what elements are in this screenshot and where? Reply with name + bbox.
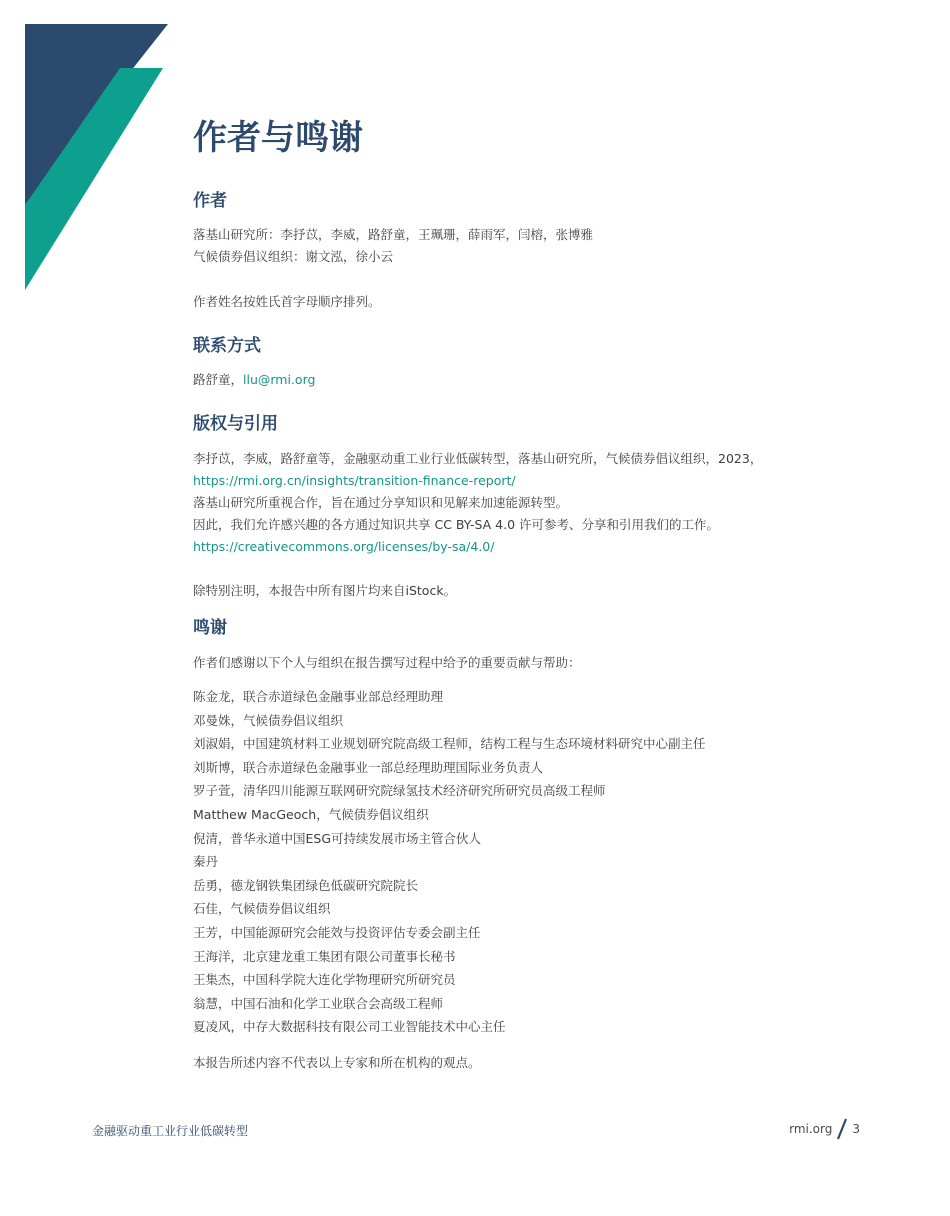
- acknowledged-person: 刘淑娟，中国建筑材料工业规划研究院高级工程师，结构工程与生态环境材料研究中心副主任: [193, 736, 706, 752]
- acknowledgements-intro: 作者们感谢以下个人与组织在报告撰写过程中给予的重要贡献与帮助：: [193, 655, 581, 670]
- page-title: 作者与鸣谢: [193, 118, 363, 158]
- authors-order-note: 作者姓名按姓氏首字母顺序排列。: [193, 294, 381, 309]
- license-link[interactable]: https://creativecommons.org/licenses/by-sa/4.0/: [193, 539, 495, 554]
- report-link[interactable]: https://rmi.org.cn/insights/transition-finance-report/: [193, 473, 516, 488]
- acknowledged-person: 刘斯博，联合赤道绿色金融事业一部总经理助理国际业务负责人: [193, 759, 544, 775]
- footer-right: [789, 1118, 860, 1140]
- slash-divider-icon: [836, 1118, 848, 1140]
- acknowledged-person: 夏凌风，中存大数据科技有限公司工业智能技术中心主任: [193, 1019, 506, 1035]
- contact-email-link[interactable]: llu@rmi.org: [243, 372, 316, 387]
- acknowledged-person: 倪清，普华永道中国ESG可持续发展市场主管合伙人: [193, 830, 482, 846]
- acknowledged-person: 陈金龙，联合赤道绿色金融事业部总经理助理: [193, 689, 444, 704]
- acknowledged-person: Matthew MacGeoch，气候债券倡议组织: [193, 806, 429, 822]
- footer-report-title: 金融驱动重工业行业低碳转型: [92, 1124, 249, 1138]
- acknowledged-person: 罗子萱，清华四川能源互联网研究院绿氢技术经济研究所研究员高级工程师: [193, 783, 606, 799]
- acknowledged-person: 秦丹: [193, 854, 219, 870]
- authors-line: 落基山研究所：李抒苡，李威，路舒童，王珮珊，薛雨军，闫榕，张博雅: [193, 227, 594, 242]
- authors-heading: 作者: [193, 191, 227, 211]
- image-credit-note: 除特别注明，本报告中所有图片均来自iStock。: [193, 583, 457, 598]
- authors-line: 气候债券倡议组织：谢文泓，徐小云: [193, 249, 394, 264]
- acknowledgements-heading: 鸣谢: [193, 618, 227, 638]
- acknowledged-person: 岳勇，德龙钢铁集团绿色低碳研究院院长: [193, 877, 419, 893]
- citation-text: 李抒苡，李威，路舒童等，金融驱动重工业行业低碳转型，落基山研究所，气候债券倡议组织，2023，: [193, 451, 763, 466]
- acknowledged-person: 王海洋，北京建龙重工集团有限公司董事长秘书: [193, 948, 456, 964]
- acknowledged-person: 王芳，中国能源研究会能效与投资评估专委会副主任: [193, 924, 481, 940]
- contact-name: 路舒童，: [193, 372, 244, 387]
- acknowledged-person: 王集杰，中国科学院大连化学物理研究所研究员: [193, 972, 456, 988]
- corner-decoration: [0, 0, 180, 300]
- copyright-heading: 版权与引用: [193, 414, 278, 434]
- collaboration-text: 落基山研究所重视合作，旨在通过分享知识和见解来加速能源转型。: [193, 495, 569, 510]
- acknowledged-people-list: [193, 688, 706, 1042]
- page-number: 3: [852, 1122, 860, 1136]
- acknowledged-person: 石佳，气候债券倡议组织: [193, 901, 331, 917]
- acknowledged-person: 邓曼姝，气候债券倡议组织: [193, 712, 344, 728]
- acknowledged-person: 翁慧，中国石油和化学工业联合会高级工程师: [193, 995, 444, 1011]
- license-text: 因此，我们允许感兴趣的各方通过知识共享 CC BY-SA 4.0 许可参考、分享和引用我们的工作。: [193, 517, 720, 532]
- contact-heading: 联系方式: [193, 336, 261, 356]
- footer-site: rmi.org: [789, 1122, 833, 1136]
- disclaimer-text: 本报告所述内容不代表以上专家和所在机构的观点。: [193, 1055, 481, 1070]
- contact-line: [193, 371, 315, 389]
